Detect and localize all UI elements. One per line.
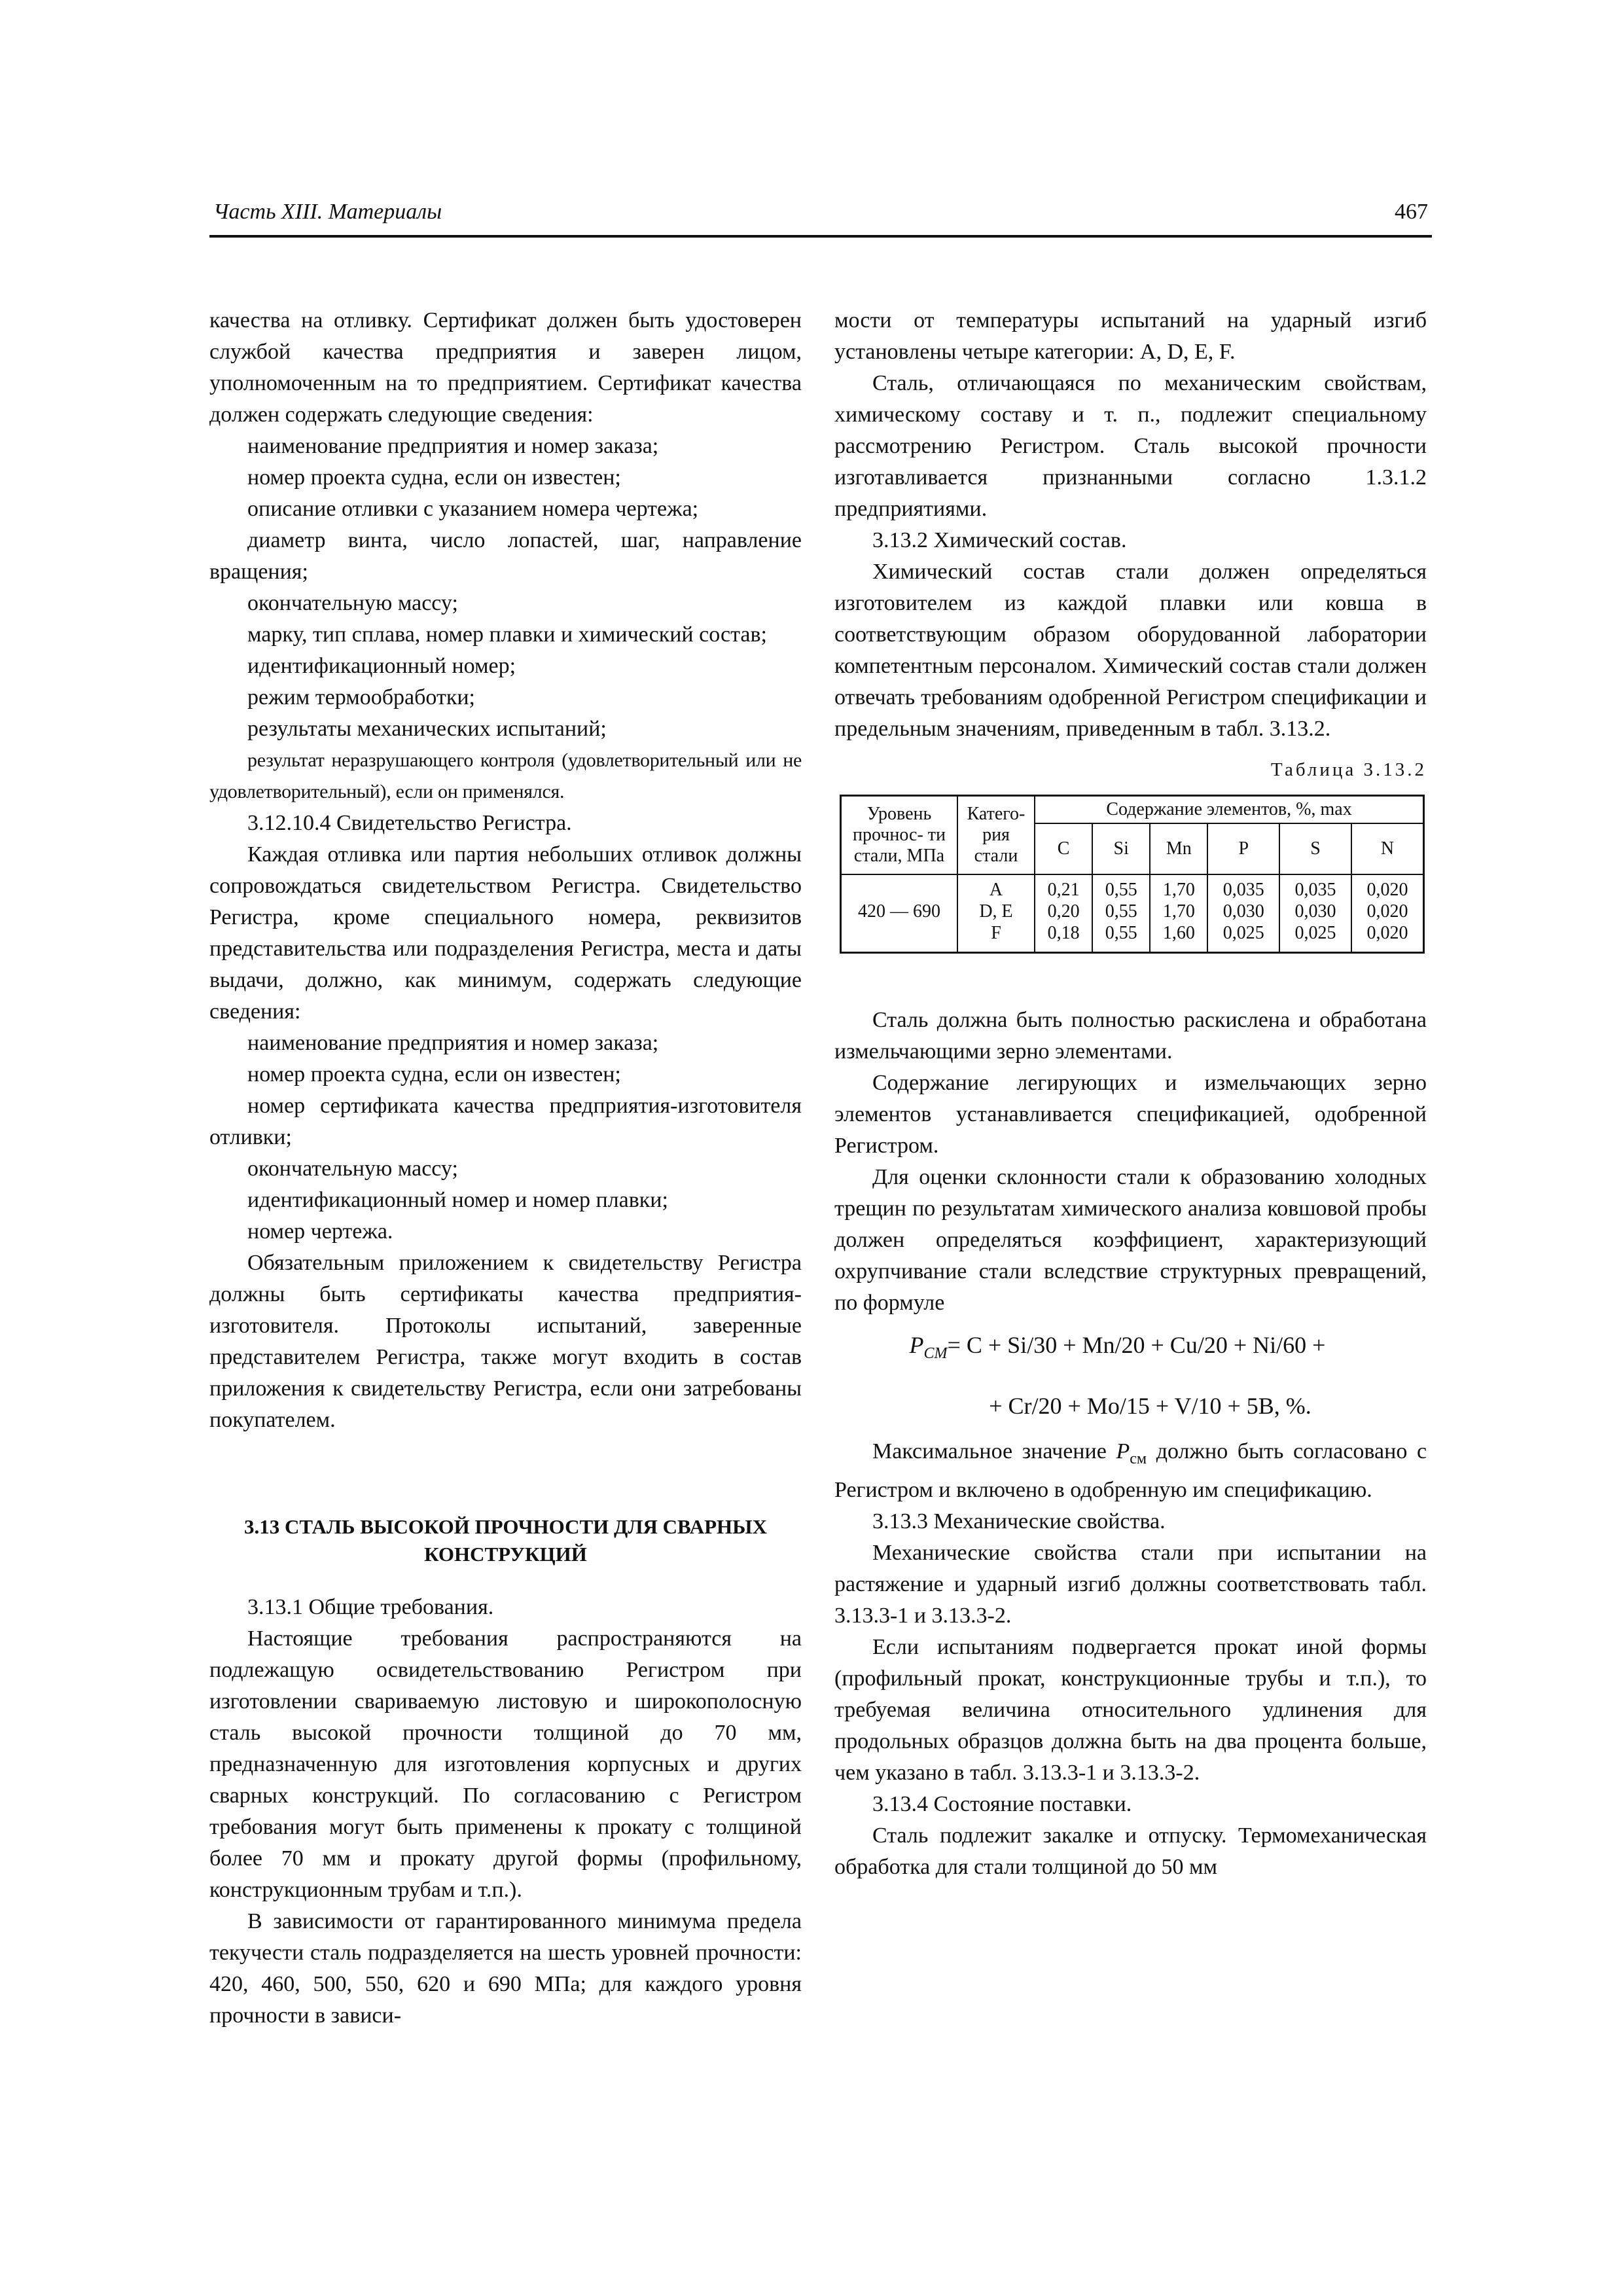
paragraph-other-forms: Если испытаниям подвергается прокат иной формы (профильный прокат, конструкционные трубы и т.п.), то требуемая величина относительного удлинения для продольных образцов должна быть на два процента больше, чем указано в табл. 3.13.3-1 и 3.13.3-2. bbox=[834, 1634, 1427, 1785]
cell-s-values: 0,035 0,030 0,025 bbox=[1279, 874, 1351, 953]
section-heading-3-13-4: 3.13.4 Состояние поставки. bbox=[872, 1791, 1132, 1816]
paragraph-strength-levels: В зависимости от гарантированного минимума предела текучести сталь подразделяется на шесть уровней прочности: 420, 460, 500, 550, 620 и 690 МПа; для каждого уровня прочности в зависи- bbox=[209, 1909, 802, 2028]
list-item: диаметр винта, число лопастей, шаг, направление вращения; bbox=[209, 528, 802, 584]
section-heading-3-13-3: 3.13.3 Механические свойства. bbox=[872, 1509, 1166, 1534]
header-element-s: S bbox=[1279, 823, 1351, 874]
paragraph-chemical-composition: Химический состав стали должен определяться изготовителем из каждой плавки или ковша в соответствующим образом оборудованной лаборатории компетентным персоналом. Химический состав стали должен отвечать требованиям одобренной Регистром спецификации и предельным значениям, приведенным в табл. 3.13.2. bbox=[834, 560, 1427, 741]
left-column bbox=[209, 305, 802, 2032]
chemical-composition-table bbox=[840, 795, 1425, 954]
list-item: номер сертификата качества предприятия-изготовителя отливки; bbox=[209, 1094, 802, 1149]
section-heading-3-13-1: 3.13.1 Общие требования. bbox=[247, 1595, 494, 1619]
list-item: окончательную массу; bbox=[247, 591, 458, 615]
cell-strength-level: 420 — 690 bbox=[841, 874, 958, 953]
list-item: номер проекта судна, если он известен; bbox=[247, 1062, 621, 1086]
paragraph-mechanical: Механические свойства стали при испытании на растяжение и ударный изгиб должны соответствовать табл. 3.13.3-1 и 3.13.3-2. bbox=[834, 1540, 1427, 1628]
category-value: A bbox=[989, 880, 1003, 900]
paragraph-deoxidation: Сталь должна быть полностью раскислена и обработана измельчающими зерно элементами. bbox=[834, 1008, 1427, 1064]
header-category: Катего- рия стали bbox=[957, 796, 1035, 875]
paragraph-each-casting: Каждая отливка или партия небольших отливок должны сопровождаться свидетельством Регистра. Свидетельство Регистра, кроме специального номера, реквизитов представительства или подразделения Регистра, места и даты выдачи, должно, как минимум, содержать следующие сведения: bbox=[209, 842, 802, 1024]
paragraph-delivery-condition: Сталь подлежит закалке и отпуску. Термомеханическая обработка для стали толщиной до 50 мм bbox=[834, 1823, 1427, 1879]
running-title: Часть XIII. Материалы bbox=[213, 200, 442, 224]
paragraph-mandatory-attachment: Обязательным приложением к свидетельству Регистра должны быть сертификаты качества предприятия-изготовителя. Протоколы испытаний, заверенные представителем Регистра, также могут входить в состав приложения к свидетельству Регистра, если они затребованы покупателем. bbox=[209, 1251, 802, 1432]
header-element-mn: Mn bbox=[1150, 823, 1207, 874]
section-heading-3-13-2: 3.13.2 Химический состав. bbox=[872, 528, 1127, 552]
paragraph-cold-cracking: Для оценки склонности стали к образованию холодных трещин по результатам химического анализа ковшовой пробы должен определяться коэффициент, характеризующий охрупчивание стали вследствие структурных превращений, по формуле bbox=[834, 1165, 1427, 1315]
list-item: идентификационный номер и номер плавки; bbox=[247, 1188, 668, 1212]
cell-n-values: 0,020 0,020 0,020 bbox=[1351, 874, 1424, 953]
paragraph-categories: мости от температуры испытаний на ударный изгиб установлены четыре категории: A, D, E, F. bbox=[834, 308, 1427, 364]
right-column bbox=[834, 305, 1427, 1883]
header-element-content: Содержание элементов, %, max bbox=[1035, 796, 1424, 824]
cell-c-values: 0,21 0,20 0,18 bbox=[1035, 874, 1092, 953]
paragraph-max-pcm: Максимальное значение $P_{см}$ должно быть согласовано с Регистром и включено в одобренную им спецификацию. bbox=[834, 1439, 1427, 1502]
header-strength-level: Уровень прочнос- ти стали, МПа bbox=[841, 796, 958, 875]
header-element-si: Si bbox=[1092, 823, 1150, 874]
list-item: идентификационный номер; bbox=[247, 654, 516, 678]
paragraph-requirements: Настоящие требования распространяются на подлежащую освидетельствованию Регистром при изготовлении свариваемую листовую и широкополосную сталь высокой прочности толщиной до 70 мм, предназначенную для изготовления корпусных и других сварных конструкций. По согласованию с Регистром требования могут быть применены к прокату с толщиной более 70 мм и прокату другой формы (профильному, конструкционным трубам и т.п.). bbox=[209, 1626, 802, 1902]
list-item: режим термообработки; bbox=[247, 685, 476, 709]
list-item: результат неразрушающего контроля (удовлетворительный или не удовлетворительный), если он применялся. bbox=[209, 749, 802, 802]
list-item: наименование предприятия и номер заказа; bbox=[247, 1031, 659, 1055]
header-element-c: C bbox=[1035, 823, 1092, 874]
cell-categories bbox=[957, 874, 1035, 953]
page-header bbox=[209, 200, 1432, 238]
cell-mn-values: 1,70 1,70 1,60 bbox=[1150, 874, 1207, 953]
category-value: D, E bbox=[979, 901, 1013, 922]
paragraph-intro: качества на отливку. Сертификат должен быть удостоверен службой качества предприятия и заверен лицом, уполномоченным на то предприятием. Сертификат качества должен содержать следующие сведения: bbox=[209, 308, 802, 427]
section-heading-3-12-10-4: 3.12.10.4 Свидетельство Регистра. bbox=[247, 811, 572, 835]
paragraph-special-steel: Сталь, отличающаяся по механическим свойствам, химическому составу и т. п., подлежит специальному рассмотрению Регистром. Сталь высокой прочности изготавливается признанными согласно 1.3.1.2 предприятиями. bbox=[834, 371, 1427, 521]
register-items-list bbox=[209, 1028, 802, 1247]
cert-items-list bbox=[209, 431, 802, 808]
cell-p-values: 0,035 0,030 0,025 bbox=[1207, 874, 1279, 953]
list-item: окончательную массу; bbox=[247, 1157, 458, 1181]
list-item: результаты механических испытаний; bbox=[247, 717, 607, 741]
page-number: 467 bbox=[1395, 200, 1428, 224]
formula-pcm-continued: + Cr/20 + Mo/15 + V/10 + 5B, %. bbox=[989, 1393, 1311, 1420]
list-item: номер проекта судна, если он известен; bbox=[247, 465, 621, 490]
list-item: номер чертежа. bbox=[247, 1219, 393, 1244]
cell-si-values: 0,55 0,55 0,55 bbox=[1092, 874, 1150, 953]
header-element-p: P bbox=[1207, 823, 1279, 874]
formula-pcm: $P_{CM}= C + Si/30 + Mn/20 + Cu/20 + Ni/60$ + bbox=[909, 1332, 1326, 1363]
list-item: наименование предприятия и номер заказа; bbox=[247, 434, 659, 458]
category-value: F bbox=[991, 923, 1001, 943]
list-item: марку, тип сплава, номер плавки и химический состав; bbox=[247, 622, 768, 647]
section-title-3-13: 3.13 СТАЛЬ ВЫСОКОЙ ПРОЧНОСТИ ДЛЯ СВАРНЫХ КОНСТРУКЦИЙ bbox=[244, 1515, 767, 1566]
header-element-n: N bbox=[1351, 823, 1424, 874]
table-label: Таблица 3.13.2 bbox=[1270, 759, 1427, 780]
paragraph-alloying: Содержание легирующих и измельчающих зерно элементов устанавливается спецификацией, одобренной Регистром. bbox=[834, 1071, 1427, 1158]
list-item: описание отливки с указанием номера чертежа; bbox=[247, 497, 699, 521]
